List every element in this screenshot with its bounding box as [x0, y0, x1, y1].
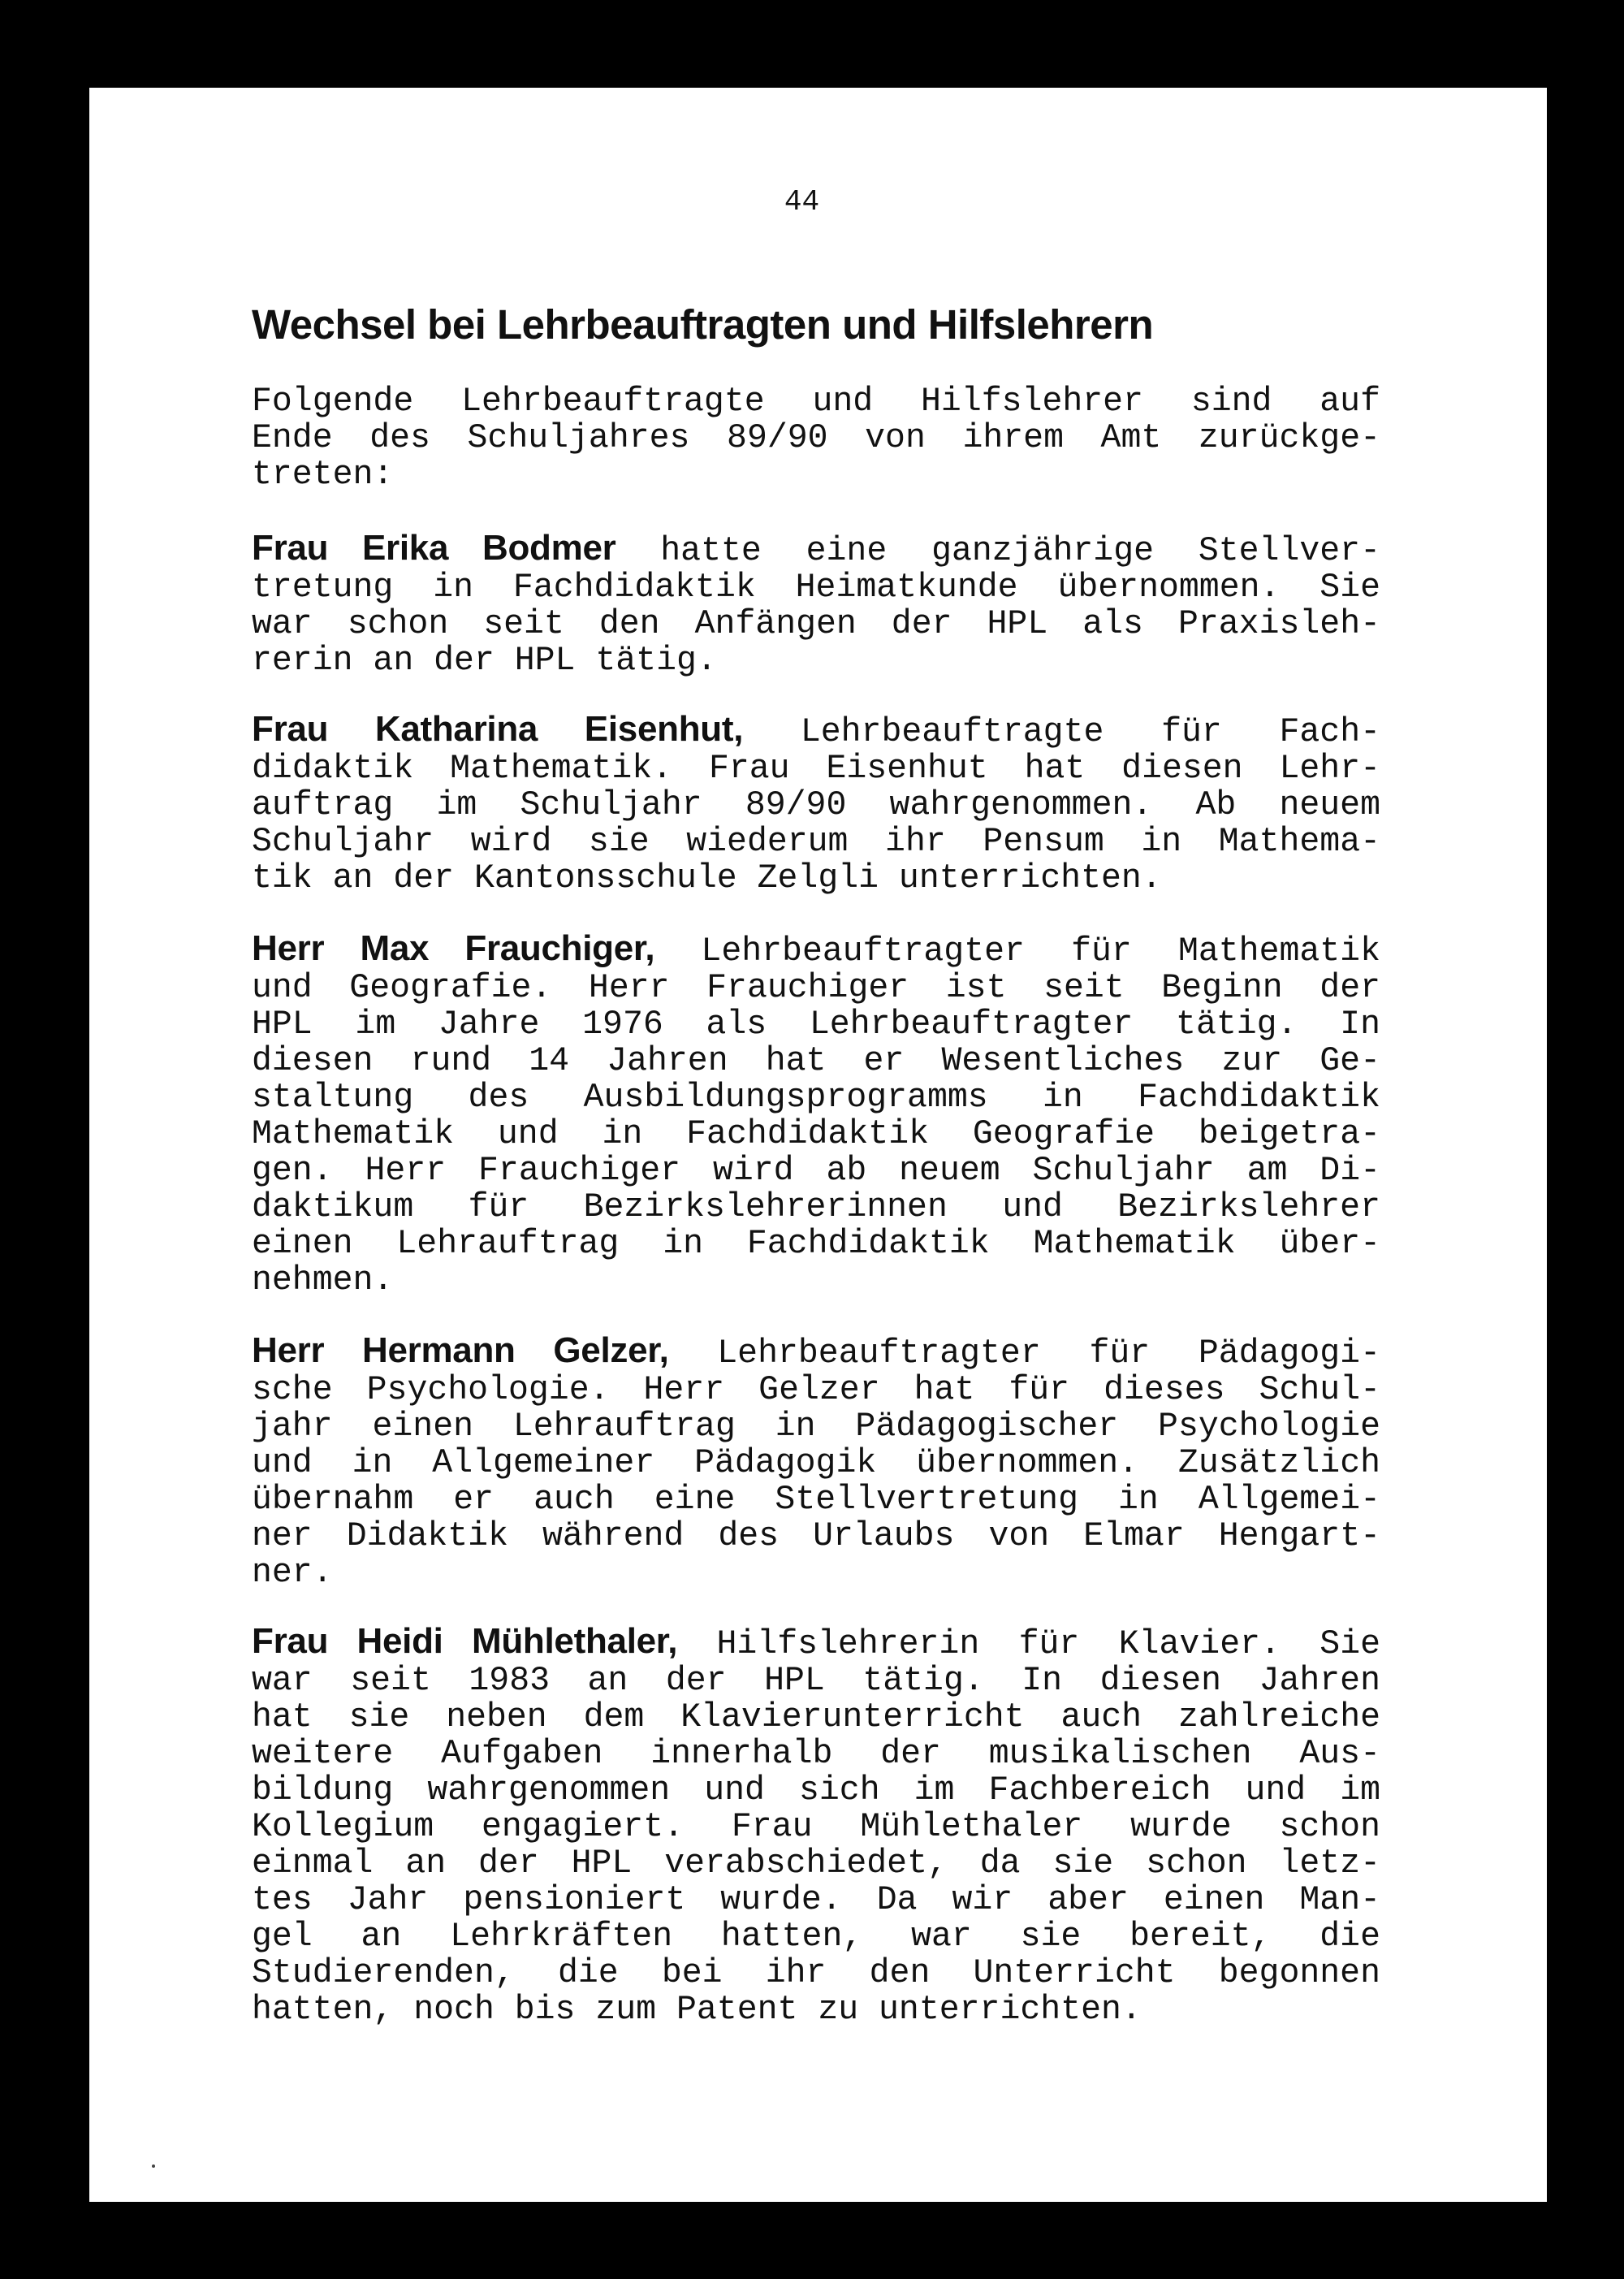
text-line: didaktik Mathematik. Frau Eisenhut hat diesen Lehr-: [252, 750, 1380, 788]
scan-speck: [152, 2164, 155, 2168]
person-name: Herr Hermann Gelzer,: [252, 1330, 669, 1370]
text-line: bildung wahrgenommen und sich im Fachbereich und im: [252, 1771, 1380, 1810]
text-line: Hilfslehrerin für Klavier. Sie: [677, 1625, 1381, 1663]
text-line: weitere Aufgaben innerhalb der musikalischen Aus-: [252, 1735, 1380, 1773]
entry-frauchiger: [252, 930, 1380, 1299]
entry-bodmer: [252, 530, 1380, 679]
text-line: tretung in Fachdidaktik Heimatkunde übernommen. Sie: [252, 569, 1380, 607]
text-line: daktikum für Bezirkslehrerinnen und Bezirkslehrer: [252, 1188, 1380, 1226]
text-line: sche Psychologie. Herr Gelzer hat für dieses Schul-: [252, 1371, 1380, 1409]
text-line: Lehrbeauftragte für Fach-: [743, 713, 1380, 751]
entry-muehlethaler: [252, 1623, 1380, 2028]
text-line: HPL im Jahre 1976 als Lehrbeauftragter tätig. In: [252, 1005, 1380, 1044]
text-line: gel an Lehrkräften hatten, war sie bereit, die: [252, 1918, 1380, 1956]
text-line: staltung des Ausbildungsprogramms in Fachdidaktik: [252, 1079, 1380, 1117]
entry-gelzer: [252, 1332, 1380, 1591]
person-name: Frau Heidi Mühlethaler,: [252, 1621, 678, 1661]
text-line: ner Didaktik während des Urlaubs von Elmar Hengart-: [252, 1517, 1380, 1555]
text-line: war seit 1983 an der HPL tätig. In diesen Jahren: [252, 1662, 1380, 1700]
text-line: diesen rund 14 Jahren hat er Wesentliches zur Ge-: [252, 1042, 1380, 1080]
text-line: einmal an der HPL verabschiedet, da sie schon letz-: [252, 1844, 1380, 1883]
page-number: 44: [784, 185, 820, 218]
text-line: tes Jahr pensioniert wurde. Da wir aber einen Man-: [252, 1881, 1380, 1919]
text-line: Kollegium engagiert. Frau Mühlethaler wurde schon: [252, 1808, 1380, 1846]
text-line: Ende des Schuljahres 89/90 von ihrem Amt zurückge-: [252, 419, 1380, 457]
text-line: jahr einen Lehrauftrag in Pädagogischer Psychologie: [252, 1408, 1380, 1446]
text-line: Mathematik und in Fachdidaktik Geografie beigetra-: [252, 1115, 1380, 1153]
text-line: auftrag im Schuljahr 89/90 wahrgenommen. Ab neuem: [252, 786, 1380, 824]
text-line: hatten, noch bis zum Patent zu unterrichten.: [252, 1991, 1142, 2029]
text-line: ner.: [252, 1554, 333, 1592]
text-line: und in Allgemeiner Pädagogik übernommen. Zusätzlich: [252, 1444, 1380, 1482]
person-name: Frau Katharina Eisenhut,: [252, 709, 744, 749]
text-line: Schuljahr wird sie wiederum ihr Pensum in Mathema-: [252, 823, 1380, 861]
text-line: rerin an der HPL tätig.: [252, 642, 717, 680]
text-line: war schon seit den Anfängen der HPL als Praxisleh-: [252, 605, 1380, 643]
text-line: gen. Herr Frauchiger wird ab neuem Schuljahr am Di-: [252, 1152, 1380, 1190]
person-name: Frau Erika Bodmer: [252, 528, 616, 568]
text-line: nehmen.: [252, 1261, 394, 1300]
text-line: übernahm er auch eine Stellvertretung in Allgemei-: [252, 1481, 1380, 1519]
text-line: hat sie neben dem Klavierunterricht auch zahlreiche: [252, 1698, 1380, 1736]
text-line: Studierenden, die bei ihr den Unterricht begonnen: [252, 1954, 1380, 1992]
text-line: Lehrbeauftragter für Mathematik: [654, 932, 1380, 971]
text-line: tik an der Kantonsschule Zelgli unterrichten.: [252, 859, 1162, 897]
section-heading: Wechsel bei Lehrbeauftragten und Hilfslehrern: [252, 301, 1154, 348]
text-line: und Geografie. Herr Frauchiger ist seit Beginn der: [252, 969, 1380, 1007]
entry-eisenhut: [252, 711, 1380, 897]
text-line: Folgende Lehrbeauftragte und Hilfslehrer sind auf: [252, 383, 1380, 421]
intro-paragraph: [252, 383, 1380, 493]
person-name: Herr Max Frauchiger,: [252, 928, 655, 968]
text-line: hatte eine ganzjährige Stellver-: [615, 532, 1380, 570]
text-line: treten:: [252, 456, 394, 494]
text-line: einen Lehrauftrag in Fachdidaktik Mathematik über-: [252, 1225, 1380, 1263]
text-line: Lehrbeauftragter für Pädagogi-: [668, 1334, 1380, 1373]
